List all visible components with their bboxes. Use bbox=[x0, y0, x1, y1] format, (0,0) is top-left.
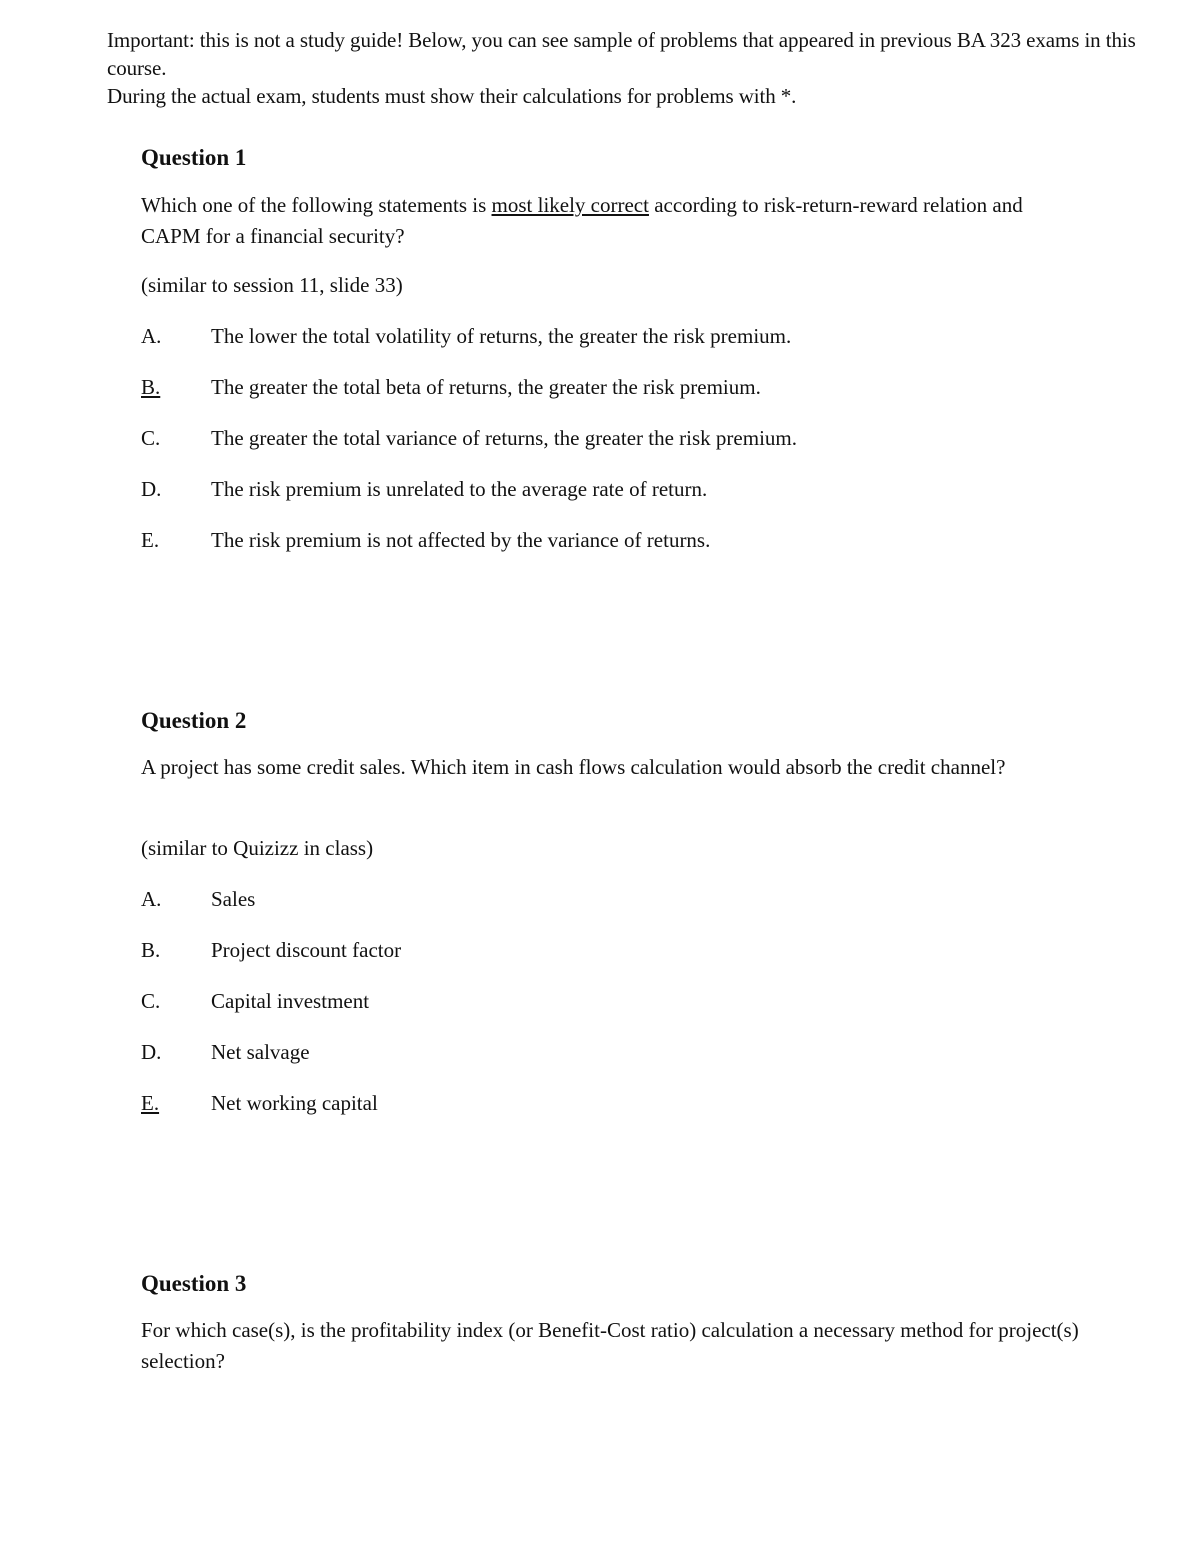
question-text: A project has some credit sales. Which item in cash flows calculation would absorb the credit channel? bbox=[141, 755, 1006, 779]
question-text-emphasis: most likely correct bbox=[491, 193, 649, 217]
option-text: The risk premium is unrelated to the average rate of return. bbox=[211, 477, 708, 501]
question-text-part: according to risk-return-reward relation and CAPM for a financial security? bbox=[141, 193, 1023, 248]
option-letter: B. bbox=[141, 938, 161, 962]
option-letter: A. bbox=[141, 887, 162, 911]
option-e bbox=[141, 526, 1086, 554]
option-e bbox=[141, 1089, 1086, 1117]
question-text bbox=[141, 190, 1086, 252]
option-letter: E. bbox=[141, 528, 160, 552]
option-text: The greater the total variance of returns, the greater the risk premium. bbox=[211, 426, 797, 450]
question-title: Question 1 bbox=[141, 145, 247, 170]
question-text: For which case(s), is the profitability index (or Benefit-Cost ratio) calculation a necessary method for project(s) selection? bbox=[141, 1318, 1079, 1373]
option-text: Sales bbox=[211, 887, 256, 911]
option-text: The risk premium is not affected by the variance of returns. bbox=[211, 528, 711, 552]
intro-note bbox=[107, 26, 1167, 110]
intro-line-1: Important: this is not a study guide! Below, you can see sample of problems that appeared in previous BA 323 exams in this course. bbox=[107, 28, 1136, 80]
option-b bbox=[141, 936, 1086, 964]
option-text: Net working capital bbox=[211, 1091, 378, 1115]
option-letter-answer: E. bbox=[141, 1091, 160, 1115]
option-letter: D. bbox=[141, 1040, 162, 1064]
option-text: Net salvage bbox=[211, 1040, 310, 1064]
option-letter: D. bbox=[141, 477, 162, 501]
option-text: The greater the total beta of returns, the greater the risk premium. bbox=[211, 375, 761, 399]
question-title: Question 3 bbox=[141, 1271, 247, 1296]
option-a bbox=[141, 322, 1086, 350]
option-c bbox=[141, 424, 1086, 452]
option-text: Project discount factor bbox=[211, 938, 402, 962]
option-d bbox=[141, 475, 1086, 503]
intro-line-2: During the actual exam, students must show their calculations for problems with *. bbox=[107, 84, 797, 108]
question-note: (similar to Quizizz in class) bbox=[141, 836, 374, 860]
option-text: Capital investment bbox=[211, 989, 370, 1013]
question-title: Question 2 bbox=[141, 708, 247, 733]
option-letter: C. bbox=[141, 989, 161, 1013]
option-d bbox=[141, 1038, 1086, 1066]
option-b bbox=[141, 373, 1086, 401]
question-note: (similar to session 11, slide 33) bbox=[141, 273, 403, 297]
question-text-part: Which one of the following statements is bbox=[141, 193, 492, 217]
option-text: The lower the total volatility of returns, the greater the risk premium. bbox=[211, 324, 792, 348]
option-letter-answer: B. bbox=[141, 375, 161, 399]
option-c bbox=[141, 987, 1086, 1015]
option-letter: C. bbox=[141, 426, 161, 450]
option-a bbox=[141, 885, 1086, 913]
option-letter: A. bbox=[141, 324, 162, 348]
